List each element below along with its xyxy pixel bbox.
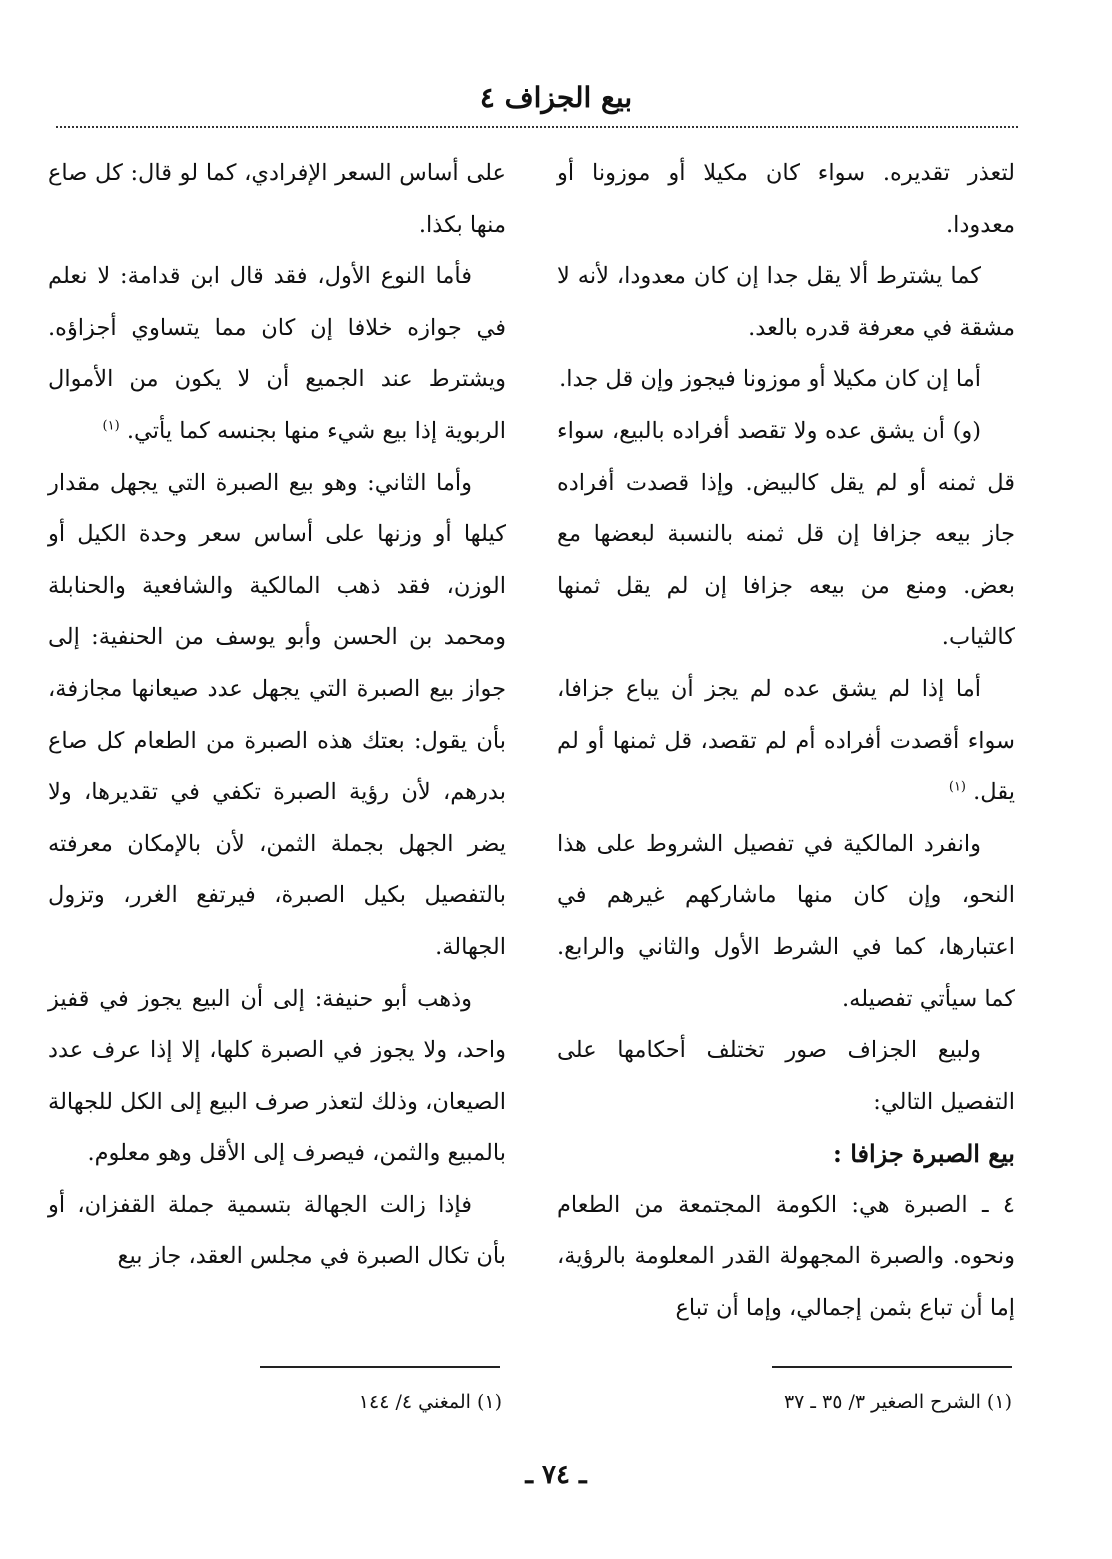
paragraph: أما إن كان مكيلا أو موزونا فيجوز وإن قل جدا.	[559, 366, 981, 393]
paragraph-text: فأما النوع الأول، فقد قال ابن قدامة: لا نعلم في جوازه خلافا إن كان مما يتساوي أجزاؤه. ويشترط عند الجميع أن لا يكون من الأموال الربوية إذا بيع شيء منها بجنسه كما يأتي.	[48, 263, 506, 444]
left-column	[48, 148, 506, 1283]
page-number: ـ ٧٤ ـ	[525, 1460, 587, 1490]
footnote-right: (١) الشرح الصغير ٣/ ٣٥ ـ ٣٧	[783, 1391, 1012, 1413]
paragraph-with-footnote	[557, 664, 1015, 819]
footnote-rule-right	[772, 1366, 1012, 1368]
paragraph: ٤ ـ الصبرة هي: الكومة المجتمعة من الطعام ونحوه. والصبرة المجهولة القدر المعلومة بالرؤية، إما أن تباع بثمن إجمالي، وإما أن تباع	[557, 1191, 1015, 1322]
footnote-reference: (١)	[948, 779, 966, 795]
paragraph-with-footnote	[48, 251, 506, 457]
paragraph: ولبيع الجزاف صور تختلف أحكامها على التفصيل التالي:	[557, 1037, 1015, 1115]
paragraph-text: أما إذا لم يشق عده لم يجز أن يباع جزافا، سواء أقصدت أفراده أم لم تقصد، قل ثمنها أو لم يقل.	[557, 675, 1015, 806]
footnote-rule-left	[260, 1366, 500, 1368]
right-column	[557, 148, 1015, 1335]
paragraph: فإذا زالت الجهالة بتسمية جملة القفزان، أو بأن تكال الصبرة في مجلس العقد، جاز بيع	[48, 1191, 506, 1270]
paragraph: لتعذر تقديره. سواء كان مكيلا أو موزونا أو معدودا.	[557, 160, 1015, 238]
paragraph: (و) أن يشق عده ولا تقصد أفراده بالبيع، سواء قل ثمنه أو لم يقل كالبيض. وإذا قصدت أفراده جاز بيعه جزافا إن قل ثمنه بالنسبة لبعضها مع بعض. ومنع من بيعه جزافا إن لم يقل ثمنها كالثياب.	[557, 417, 1015, 651]
page-header-title: بيع الجزاف ٤	[479, 81, 633, 114]
paragraph: على أساس السعر الإفرادي، كما لو قال: كل صاع منها بكذا.	[48, 160, 506, 238]
paragraph: وانفرد المالكية في تفصيل الشروط على هذا النحو، وإن كان منها ماشاركهم غيرهم في اعتبارها، كما في الشرط الأول والثاني والرابع. كما سيأتي تفصيله.	[557, 830, 1015, 1012]
paragraph: وذهب أبو حنيفة: إلى أن البيع يجوز في قفيز واحد، ولا يجوز في الصبرة كلها، إلا إذا عرف عدد الصيعان، وذلك لتعذر صرف البيع إلى الكل للجهالة بالمبيع والثمن، فيصرف إلى الأقل وهو معلوم.	[48, 985, 506, 1167]
footnote-reference: (١)	[102, 418, 120, 434]
footnote-left: (١) المغني ٤/ ١٤٤	[358, 1391, 502, 1413]
header-dotted-rule	[56, 126, 1018, 128]
paragraph: وأما الثاني: وهو بيع الصبرة التي يجهل مقدار كيلها أو وزنها على أساس سعر وحدة الكيل أو الوزن، فقد ذهب المالكية والشافعية والحنابلة ومحمد بن الحسن وأبو يوسف من الحنفية: إلى جواز بيع الصبرة التي يجهل عدد صيعانها مجازفة، بأن يقول: بعتك هذه الصبرة من الطعام كل صاع بدرهم، لأن رؤية الصبرة تكفي في تقديرها، ولا يضر الجهل بجملة الثمن، لأن بالإمكان معرفته بالتفصيل بكيل الصبرة، فيرتفع الغرر، وتزول الجهالة.	[48, 469, 506, 960]
section-heading: بيع الصبرة جزافا :	[832, 1139, 1015, 1169]
paragraph: كما يشترط ألا يقل جدا إن كان معدودا، لأنه لا مشقة في معرفة قدره بالعد.	[557, 263, 1015, 341]
